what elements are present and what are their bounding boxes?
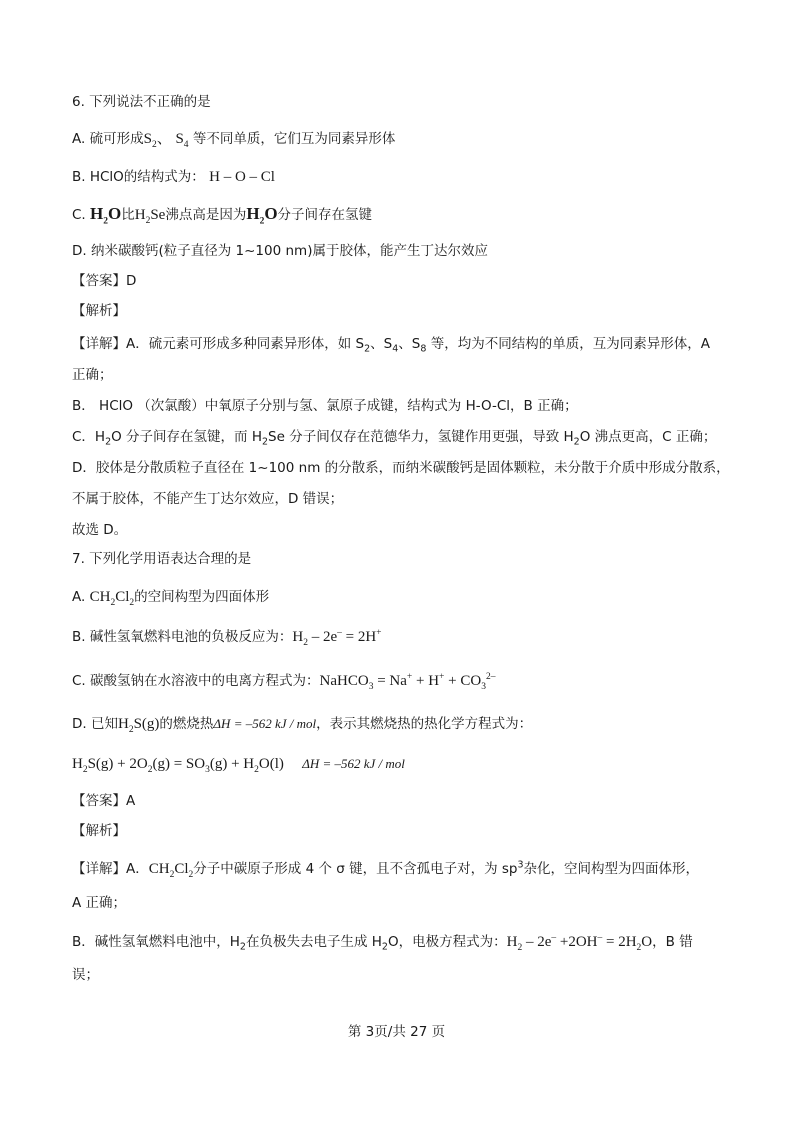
q7-detail-b: B．碱性氢氧燃料电池中，$H_2$在负极失去电子生成 $H_2O$，电极方程式为：$H_2 - 2e^- +2OH^- = 2H_2O$，B 错	[72, 933, 693, 953]
q6-detail-b: B． HClO （次氯酸）中氧原子分别与氢、氯原子成键，结构式为 H-O-Cl，B 正确；	[72, 398, 578, 414]
q7-detail-b-cont: 误；	[72, 967, 99, 983]
q6-detail-a-cont: 正确；	[72, 367, 113, 383]
q6-option-b: B. HClO的结构式为： H – O – Cl	[72, 169, 275, 185]
q6-stem: 6. 下列说法不正确的是	[72, 94, 211, 110]
q7-thermochemical-equation: $H_2S(g) + 2O_2(g) = SO_3(g) + H_2O(l) \Delta H = -562$ kJ / mol	[72, 756, 405, 775]
q7-stem: 7. 下列化学用语表达合理的是	[72, 551, 252, 567]
q7-option-a: A. $CH_2Cl_2$的空间构型为四面体形	[72, 589, 270, 608]
q6-option-c: C. $H_2O$比$H_2Se$沸点高是因为$H_2O$分子间存在氢键	[72, 204, 373, 227]
q6-detail-c: C．$H_2O$ 分子间存在氢键，而 $H_2Se$ 分子间仅存在范德华力，氢键作用更强，导致 $H_2O$ 沸点更高，C 正确；	[72, 429, 717, 448]
page-footer: 第 3页/共 27 页	[347, 1024, 446, 1040]
q7-option-b: B. 碱性氢氧燃料电池的负极反应为：$H_2 - 2e^- = 2H^+$	[72, 628, 382, 648]
q6-conclusion: 故选 D。	[72, 522, 128, 538]
q6-option-a: A. 硫可形成$S_2$、 $S_4$ 等不同单质，它们互为同素异形体	[72, 131, 396, 150]
q6-detail-d: D．胶体是分散质粒子直径在 1~100 nm 的分散系，而纳米碳酸钙是固体颗粒，未分散于介质中形成分散系，	[72, 460, 730, 476]
q7-analysis-label: 【解析】	[72, 823, 126, 839]
q7-detail-a: 【详解】A．$CH_2Cl_2$分子中碳原子形成 4 个 σ 键，且不含孤电子对，为 $sp^3$杂化，空间构型为四面体形，	[72, 859, 700, 880]
q7-option-d: D. 已知$H_2S(g)$的燃烧热ΔH = –562 kJ / mol，表示其燃烧热的热化学方程式为：	[72, 716, 533, 735]
q7-detail-a-cont: A 正确；	[72, 895, 127, 911]
q6-option-d: D. 纳米碳酸钙(粒子直径为 1~100 nm)属于胶体，能产生丁达尔效应	[72, 243, 488, 259]
q7-answer: 【答案】A	[72, 793, 136, 809]
q6-detail-d-cont: 不属于胶体，不能产生丁达尔效应，D 错误；	[72, 491, 344, 507]
q6-detail-a: 【详解】A．硫元素可形成多种同素异形体，如 $S_2$、$S_4$、$S_8$ 等，均为不同结构的单质，互为同素异形体，A	[72, 336, 710, 355]
q6-analysis-label: 【解析】	[72, 303, 126, 319]
q6-answer: 【答案】D	[72, 273, 137, 289]
q7-option-c: C. 碳酸氢钠在水溶液中的电离方程式为：NaHCO$_3$ = $Na^+ + H^+ + CO_3^{2-}$	[72, 672, 496, 692]
